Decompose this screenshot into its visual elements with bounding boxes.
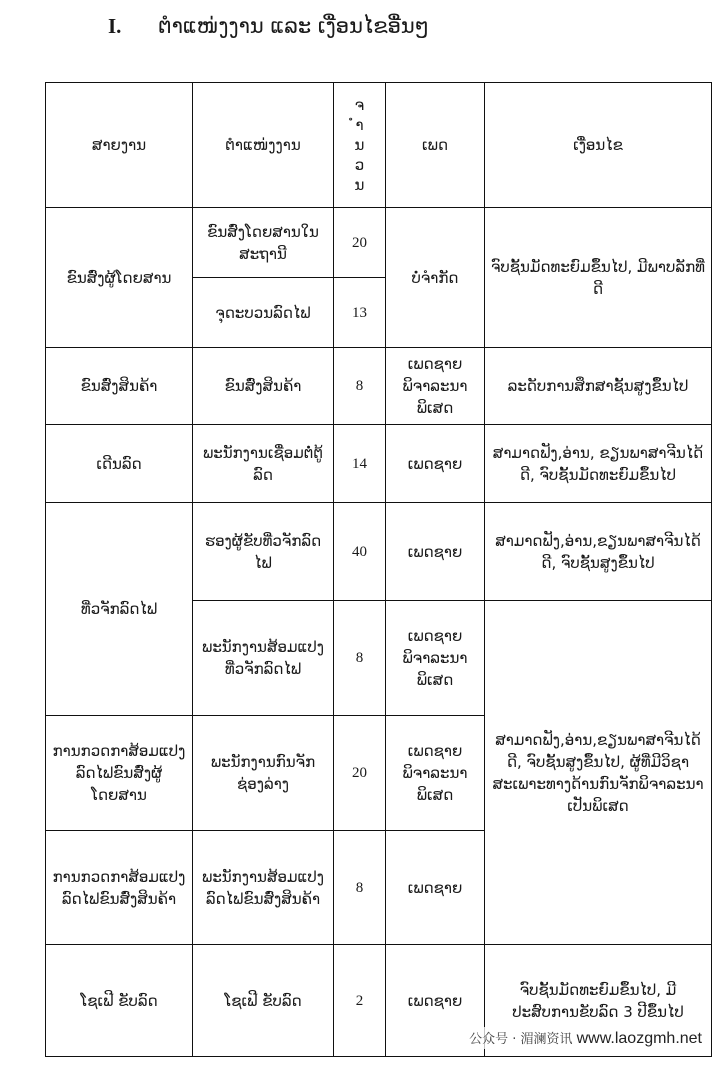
header-quantity: ຈຳນວນ: [334, 83, 386, 208]
cell-gender: ເພດຊາຍ: [386, 503, 485, 601]
cell-quantity: 8: [334, 348, 386, 425]
cell-gender: ເພດຊາຍ: [386, 945, 485, 1057]
cell-gender: ບໍ່ຈຳກັດ: [386, 208, 485, 348]
cell-conditions: ສາມາດຟັງ,ອ່ານ,ຂຽນພາສາຈີນໄດ້ດີ, ຈົບຊັ້ນສູງຂຶ້ນໄປ: [485, 503, 712, 601]
cell-quantity: 20: [334, 208, 386, 278]
header-gender: ເພດ: [386, 83, 485, 208]
cell-field: ເດີນລົດ: [46, 425, 193, 503]
watermark: [465, 1027, 706, 1049]
table-row: [46, 348, 712, 425]
cell-field: ໂຊເຟີ ຂັບລົດ: [46, 945, 193, 1057]
cell-position: ພະນັກງານກົນຈັກຊ່ອງລ່າງ: [193, 716, 334, 831]
cell-conditions: ລະດັບການສຶກສາຊັ້ນສູງຂຶ້ນໄປ: [485, 348, 712, 425]
header-conditions: ເງື່ອນໄຂ: [485, 83, 712, 208]
cell-position: ຮອງຜູ້ຂັບທີ່ວຈັກລົດໄຟ: [193, 503, 334, 601]
cell-gender: ເພດຊາຍພິຈາລະນາພິເສດ: [386, 601, 485, 716]
cell-gender: ເພດຊາຍ: [386, 425, 485, 503]
cell-field: ການກວດກາສ້ອມແປງລົດໄຟຂົນສົ່ງຜູ້ໂດຍສານ: [46, 716, 193, 831]
cell-conditions: ສາມາດຟັງ,ອ່ານ,ຂຽນພາສາຈີນໄດ້ດີ, ຈົບຊັ້ນສູງຂຶ້ນໄປ, ຜູ້ທີ່ມີວິຊາສະເພາະທາງດ້ານກົນຈັກພິຈາລະນາເປັນພິເສດ: [485, 601, 712, 945]
cell-quantity: 8: [334, 831, 386, 945]
table-row: [46, 503, 712, 601]
cell-conditions: ສາມາດຟັງ,ອ່ານ, ຂຽນພາສາຈີນໄດ້ດີ, ຈົບຊັ້ນມັດທະຍົມຂຶ້ນໄປ: [485, 425, 712, 503]
header-field: ສາຍງານ: [46, 83, 193, 208]
table-row: [46, 425, 712, 503]
cell-gender: ເພດຊາຍພິຈາລະນາພິເສດ: [386, 716, 485, 831]
section-heading: [108, 14, 429, 39]
cell-quantity: 8: [334, 601, 386, 716]
cell-field: ຂົນສົ່ງຜູ້ໂດຍສານ: [46, 208, 193, 348]
watermark-site: www.laozgmh.net: [576, 1030, 702, 1047]
cell-gender: ເພດຊາຍ: [386, 831, 485, 945]
cell-position: ໂຊເຟີ ຂັບລົດ: [193, 945, 334, 1057]
cell-position: ພະນັກງານເຊື່ອມຕໍ່ຕູ້ລົດ: [193, 425, 334, 503]
cell-quantity: 14: [334, 425, 386, 503]
positions-table: [45, 82, 712, 1057]
cell-gender: ເພດຊາຍພິຈາລະນາພິເສດ: [386, 348, 485, 425]
section-title: ຕຳແໜ່ງງານ ແລະ ເງື່ອນໄຂອື່ນໆ: [158, 14, 429, 38]
cell-position: ຂົນສົ່ງສິນຄ້າ: [193, 348, 334, 425]
cell-field: ທີ່ວຈັກລົດໄຟ: [46, 503, 193, 716]
cell-conditions: ຈົບຊັ້ນມັດທະຍົມຂຶ້ນໄປ, ມີປະສົບການຂັບລົດ 3 ປີຂຶ້ນໄປ: [485, 945, 712, 1057]
cell-conditions: ຈົບຊັ້ນມັດທະຍົມຂຶ້ນໄປ, ມີພາບລັກທີ່ດີ: [485, 208, 712, 348]
cell-quantity: 20: [334, 716, 386, 831]
cell-field: ການກວດກາສ້ອມແປງລົດໄຟຂົນສົ່ງສິນຄ້າ: [46, 831, 193, 945]
cell-position: ພະນັກງານສ້ອມແປງທີ່ວຈັກລົດໄຟ: [193, 601, 334, 716]
cell-position: ຈຸດະບວນລົດໄຟ: [193, 278, 334, 348]
cell-field: ຂົນສົ່ງສິນຄ້າ: [46, 348, 193, 425]
watermark-text: 公众号 · 湄澜资讯: [469, 1032, 573, 1047]
table-row: [46, 208, 712, 278]
section-number: I.: [108, 14, 122, 38]
header-position: ຕຳແໜ່ງງານ: [193, 83, 334, 208]
cell-quantity: 13: [334, 278, 386, 348]
cell-position: ພະນັກງານສ້ອມແປງລົດໄຟຂົນສົ່ງສິນຄ້າ: [193, 831, 334, 945]
cell-position: ຂົນສົ່ງໂດຍສານໃນສະຖານີ: [193, 208, 334, 278]
table-header-row: [46, 83, 712, 208]
cell-quantity: 40: [334, 503, 386, 601]
cell-quantity: 2: [334, 945, 386, 1057]
